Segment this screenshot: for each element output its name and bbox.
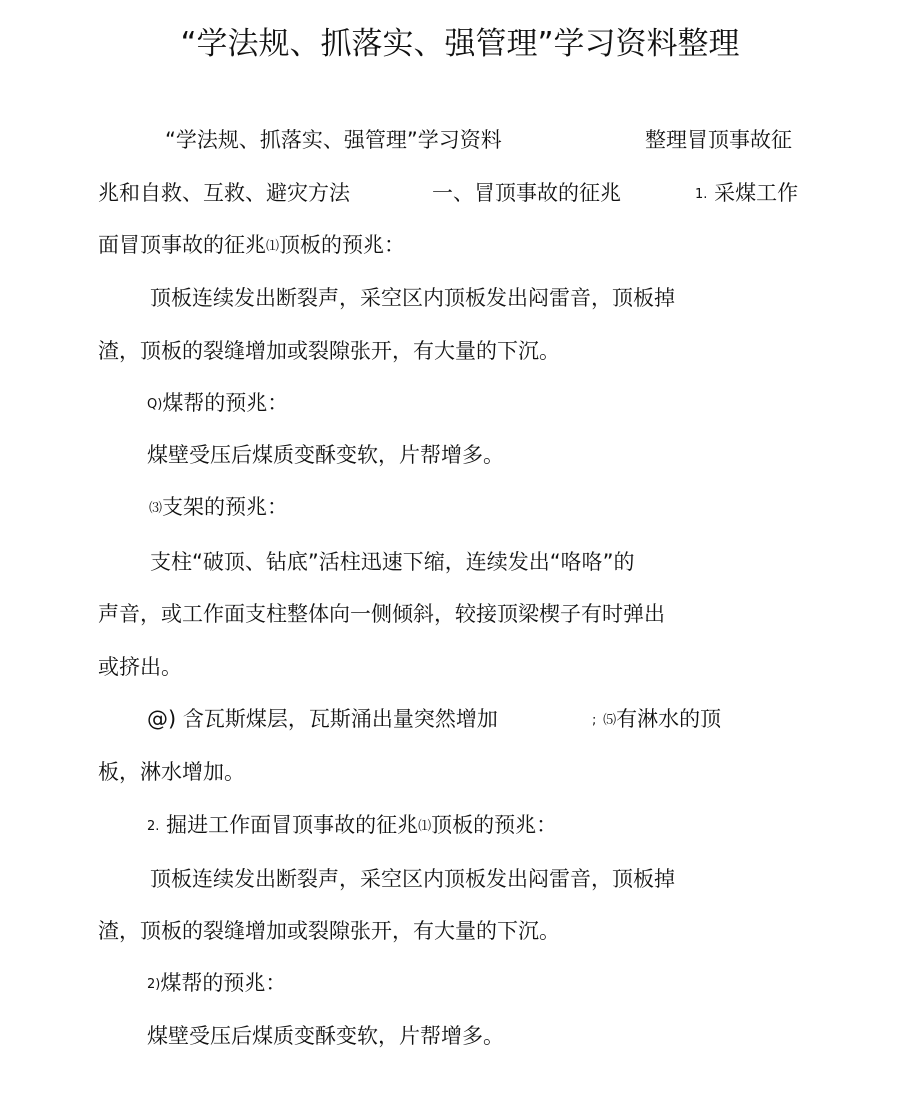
text-fragment: 顶板的预兆： <box>279 233 406 257</box>
list-number: 1. <box>695 187 708 202</box>
text-line <box>149 492 288 524</box>
text-fragment: 面冒顶事故的征兆 <box>98 233 266 257</box>
text-fragment: 支架的预兆： <box>162 495 289 519</box>
text-line: 煤壁受压后煤质变酥变软，片帮增多。 <box>147 443 504 467</box>
text-line: 支柱“破顶、钻底”活柱迅速下缩，连续发出“咯咯”的 <box>150 550 635 574</box>
text-fragment: 煤帮的预兆： <box>162 391 289 415</box>
text-line <box>695 178 798 210</box>
text-line: 顶板连续发出断裂声，采空区内顶板发出闷雷音，顶板掉 <box>150 867 675 891</box>
text-fragment: 含瓦斯煤层，瓦斯涌出量突然增加 <box>182 707 498 731</box>
text-line <box>147 704 498 734</box>
text-fragment: 有淋水的顶 <box>616 707 722 731</box>
text-line <box>98 230 405 262</box>
text-line: 声音，或工作面支柱整体向一侧倾斜，较接顶梁楔子有时弹出 <box>98 602 665 626</box>
text-line: 兆和自救、互救、避灾方法 <box>98 181 350 205</box>
text-line: 顶板连续发出断裂声，采空区内顶板发出闷雷音，顶板掉 <box>150 286 675 310</box>
text-line: 整理冒顶事故征 <box>645 128 792 152</box>
text-line <box>147 810 557 842</box>
text-line: 渣，顶板的裂缝增加或裂隙张开，有大量的下沉。 <box>98 339 560 363</box>
text-line: 渣，顶板的裂缝增加或裂隙张开，有大量的下沉。 <box>98 919 560 943</box>
list-number: ⑶ <box>149 501 163 516</box>
text-line <box>147 968 286 1000</box>
text-fragment: 采煤工作 <box>714 181 799 205</box>
text-line: 板，淋水增加。 <box>98 760 245 784</box>
list-number: 2. <box>147 819 160 834</box>
text-line <box>592 704 721 736</box>
text-fragment: 煤帮的预兆： <box>160 971 287 995</box>
text-line <box>147 388 288 420</box>
list-number: ⑴ <box>418 819 432 834</box>
list-number: ⑸ <box>603 713 617 728</box>
list-number: @) <box>147 707 177 731</box>
list-number: ⑴ <box>266 239 280 254</box>
text-line: 煤壁受压后煤质变酥变软，片帮增多。 <box>147 1024 504 1048</box>
text-fragment: 顶板的预兆： <box>431 813 558 837</box>
text-line: 一、冒顶事故的征兆 <box>432 181 621 205</box>
separator: ; <box>592 713 597 728</box>
text-fragment: 掘进工作面冒顶事故的征兆 <box>166 813 419 837</box>
list-number: 2) <box>147 977 161 992</box>
list-number: Q) <box>147 397 163 412</box>
text-line: “学法规、抓落实、强管理”学习资料 <box>165 128 502 152</box>
text-line: 或挤出。 <box>98 655 182 679</box>
document-title: “学法规、抓落实、强管理”学习资料整理 <box>180 26 740 62</box>
